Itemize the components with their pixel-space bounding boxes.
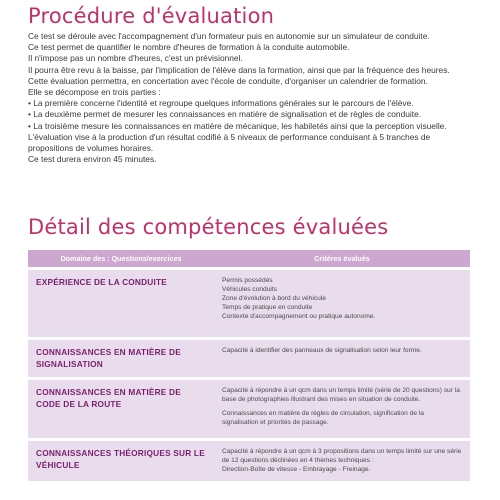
intro-paragraph: Ce test durera environ 45 minutes. <box>28 154 157 165</box>
criteria-cell <box>214 270 470 337</box>
domain-cell: EXPÉRIENCE DE LA CONDUITE <box>28 270 214 337</box>
intro-paragraph: Il pourra être revu à la baisse, par l'implication de l'élève dans la formation, ainsi que par la fréquence des heures. <box>28 64 450 75</box>
table-row <box>28 340 470 377</box>
section-title: Détail des compétences évaluées <box>28 215 389 239</box>
parts-list-item: • La troisième mesure les connaissances en matière de mécanique, les habiletés ainsi que la perception visuelle. <box>28 121 464 132</box>
criteria-cell <box>214 380 470 438</box>
criteria-item: Zone d'évolution à bord du véhicule <box>222 295 326 302</box>
intro-paragraph: Il n'impose pas un nombre d'heures, c'est un prévisionnel. <box>28 53 243 64</box>
intro-text <box>28 31 464 165</box>
criteria-item: Direction-Boîte de vitesse - Embrayage - Freinage. <box>222 466 371 473</box>
criteria-item: Connaissances en matière de règles de circulation, signification de la signalisation et priorités de passage. <box>222 410 424 426</box>
parts-list <box>28 98 464 132</box>
criteria-item: Contexte d'accompagnement ou pratique autonome. <box>222 313 376 320</box>
criteria-item: Temps de pratique en conduite <box>222 304 313 311</box>
column-header-criteria: Critères évalués <box>214 250 470 267</box>
criteria-item: Capacité à identifier des panneaux de signalisation selon leur forme. <box>222 347 422 354</box>
criteria-item: Permis possédés <box>222 277 273 284</box>
intro-paragraph: Elle se décompose en trois parties : <box>28 87 161 98</box>
competences-table <box>28 247 470 484</box>
parts-list-item: • La deuxième permet de mesurer les connaissances en matière de signalisation et de règles de conduite. <box>28 109 464 120</box>
table-header-row <box>28 250 470 267</box>
domain-cell: CONNAISSANCES THÉORIQUES SUR LE VÉHICULE <box>28 441 214 481</box>
domain-cell: CONNAISSANCES EN MATIÈRE DE CODE DE LA ROUTE <box>28 380 214 438</box>
criteria-item: Véhicules conduits <box>222 286 277 293</box>
table-row <box>28 441 470 481</box>
page-title: Procédure d'évaluation <box>28 4 275 28</box>
domain-cell: CONNAISSANCES EN MATIÈRE DE SIGNALISATION <box>28 340 214 377</box>
criteria-cell <box>214 441 470 481</box>
intro-paragraph: Ce test se déroule avec l'accompagnement d'un formateur puis en autonomie sur un simulateur de conduite. <box>28 31 430 41</box>
table-row <box>28 380 470 438</box>
criteria-cell <box>214 340 470 377</box>
criteria-item: Capacité à répondre à un qcm à 3 propositions dans un temps limité sur une série de 12 questions déclinées en 4 thèmes techniques : <box>222 448 462 464</box>
criteria-item: Capacité à répondre à un qcm dans un temps limité (série de 20 questions) sur la base de photographies illustrant des mises en situation de conduite. <box>222 387 460 403</box>
intro-paragraph: Cette évaluation permettra, en concertation avec l'école de conduite, d'organiser un calendrier de formation. <box>28 75 428 86</box>
parts-list-item: • La première concerne l'identité et regroupe quelques informations générales sur le parcours de l'élève. <box>28 98 464 109</box>
column-header-domain: Domaine des : Questions/exercices <box>28 250 214 267</box>
intro-paragraph: Ce test permet de quantifier le nombre d'heures de formation à la conduite automobile. <box>28 42 350 53</box>
intro-paragraph: L'évaluation vise à la production d'un résultat codifié à 5 niveaux de performance conduisant à 5 tranches de propositions de volumes horaires. <box>28 131 431 154</box>
table-row <box>28 270 470 337</box>
